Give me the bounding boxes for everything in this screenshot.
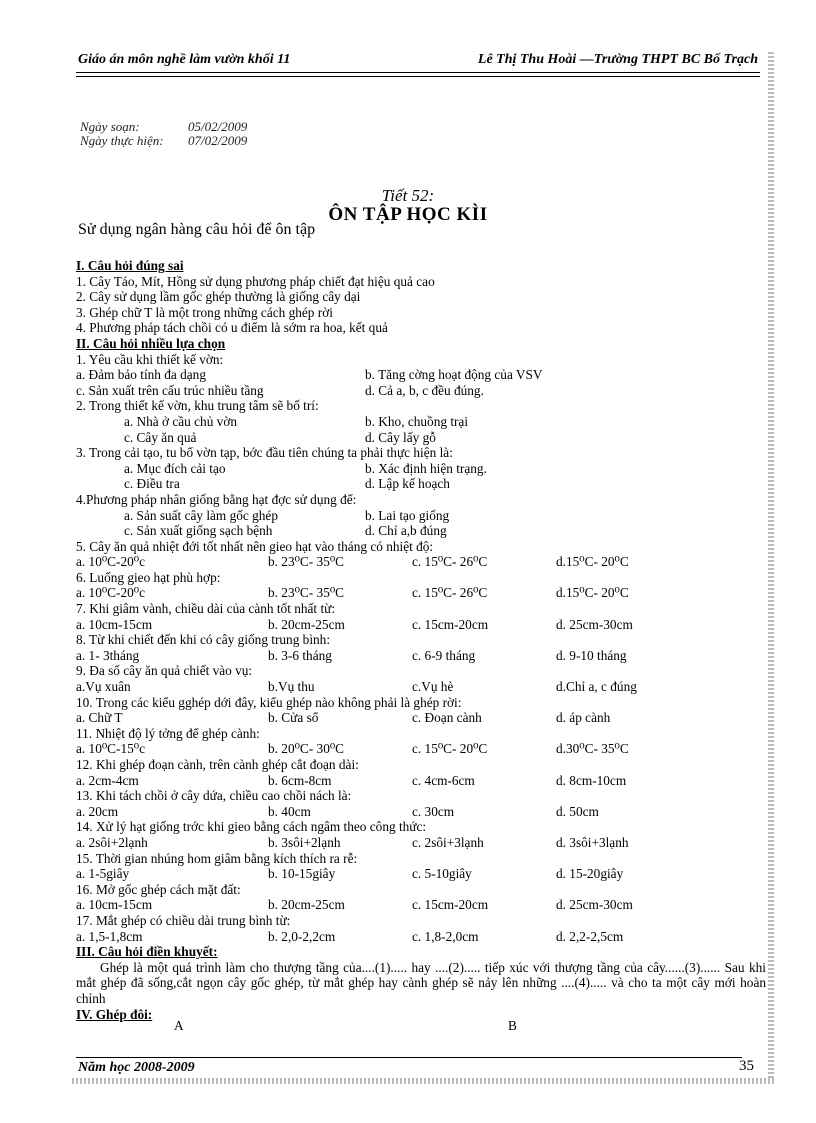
option-a: a. Nhà ở cầu chủ vờn xyxy=(124,413,238,429)
header-left: Giáo án môn nghề làm vườn khối 11 xyxy=(78,52,291,67)
option-a: a. 10cm-15cm xyxy=(76,616,153,632)
section3-title: III. Câu hỏi điền khuyết: xyxy=(76,944,218,960)
question-stem: 10. Trong các kiểu gghép dới đây, kiểu ghép nào không phải là ghép rời: xyxy=(76,694,462,710)
option-c: c. 30cm xyxy=(412,803,455,819)
option-d: d. Lập kế hoạch xyxy=(365,476,450,492)
answer-row xyxy=(76,648,766,664)
option-a: a. Mục đích cải tạo xyxy=(124,460,226,476)
option-d: d.30⁰C- 35⁰C xyxy=(556,741,629,757)
footer-rule xyxy=(76,1057,742,1058)
option-b: b. Tăng cờng hoạt động của VSV xyxy=(365,367,543,383)
answer-row xyxy=(76,508,766,524)
question-stem: 1. Yêu cầu khi thiết kế vờn: xyxy=(76,351,224,367)
option-d: d.15⁰C- 20⁰C xyxy=(556,554,629,570)
option-b: b. 10-15giây xyxy=(268,866,336,882)
lesson-period: Tiết 52: xyxy=(381,186,435,205)
option-b: b. Kho, chuồng trại xyxy=(365,413,469,429)
question-stem: 17. Mắt ghép có chiều dài trung bình từ: xyxy=(76,912,291,928)
section2-title: II. Câu hỏi nhiều lựa chọn xyxy=(76,335,226,351)
question-stem: 12. Khi ghép đoạn cành, trên cành ghép cắt đoạn dài: xyxy=(76,757,359,772)
option-c: c. 1,8-2,0cm xyxy=(412,928,479,944)
compose-date-value: 05/02/2009 xyxy=(188,119,248,134)
compose-date-label: Ngày soạn: xyxy=(80,119,140,134)
tf-item: 4. Phương pháp tách chồi có u điểm là sớm ra hoa, kết quả xyxy=(76,320,388,336)
option-a: a. 1-5giây xyxy=(76,866,130,882)
answer-row xyxy=(76,554,766,570)
footer-school-year: Năm học 2008-2009 xyxy=(78,1060,195,1075)
option-a: a. 20cm xyxy=(76,803,119,819)
option-c: c. 2sôi+3lạnh xyxy=(412,834,484,850)
option-b: b.Vụ thu xyxy=(268,679,315,695)
option-d: d.Chỉ a, c đúng xyxy=(556,679,637,695)
header-right: Lê Thị Thu Hoài —Trường THPT BC Bố Trạch xyxy=(477,52,758,67)
option-a: a.Vụ xuân xyxy=(76,679,131,695)
option-a: a. Chữ T xyxy=(76,710,123,726)
option-a: a. 1,5-1,8cm xyxy=(76,928,143,944)
column-a-header: A xyxy=(174,1018,184,1034)
option-c: c. 4cm-6cm xyxy=(412,772,475,788)
question-stem: 8. Từ khi chiết đến khi có cây giống trung bình: xyxy=(76,632,331,648)
option-a: a. 1- 3tháng xyxy=(76,647,140,663)
question-stem: 15. Thời gian nhúng hom giâm bằng kích thích ra rễ: xyxy=(76,850,358,866)
lesson-title: ÔN TẬP HỌC KÌI xyxy=(328,204,488,225)
option-c: c. 15⁰C- 26⁰C xyxy=(412,554,488,570)
option-a: a. 10⁰C-15⁰c xyxy=(76,741,146,757)
option-d: d. Cả a, b, c đều đúng. xyxy=(365,382,484,398)
section1-title: I. Câu hỏi đúng sai xyxy=(76,258,184,273)
option-d: d. 2,2-2,5cm xyxy=(556,928,624,944)
option-c: c. 15⁰C- 20⁰C xyxy=(412,741,488,757)
tf-item: 3. Ghép chữ T là một trong những cách ghép rời xyxy=(76,304,333,320)
answer-row xyxy=(76,804,766,820)
answer-row xyxy=(76,897,766,913)
column-b-header: B xyxy=(508,1018,517,1034)
document-body xyxy=(76,258,766,1038)
option-b: b. 2,0-2,2cm xyxy=(268,928,336,944)
question-stem: 14. Xử lý hạt giống trớc khi gieo bằng cách ngâm theo công thức: xyxy=(76,819,427,835)
answer-row xyxy=(76,866,766,882)
option-d: d. Cây lấy gỗ xyxy=(365,429,436,445)
question-stem: 6. Luống gieo hạt phù hợp: xyxy=(76,569,221,585)
answer-row xyxy=(76,461,766,477)
option-c: c. Điều tra xyxy=(124,476,180,492)
answer-row xyxy=(76,585,766,601)
question-stem: 11. Nhiệt độ lý tởng để ghép cành: xyxy=(76,725,260,741)
question-stem: 7. Khi giâm vành, chiều dài của cành tốt nhất từ: xyxy=(76,601,336,617)
answer-row xyxy=(76,476,766,492)
option-b: b. 20cm-25cm xyxy=(268,897,345,913)
page-number: 35 xyxy=(739,1058,754,1074)
lesson-subtitle: Sử dụng ngân hàng câu hỏi để ôn tập xyxy=(78,221,316,238)
option-d: d. 25cm-30cm xyxy=(556,897,633,913)
question-stem: 13. Khi tách chồi ở cây dứa, chiều cao chồi nách là: xyxy=(76,788,352,804)
option-b: b. 20cm-25cm xyxy=(268,616,345,632)
dates-block xyxy=(80,120,247,148)
option-b: b. 6cm-8cm xyxy=(268,772,332,788)
option-b: b. 23⁰C- 35⁰C xyxy=(268,554,345,570)
option-d: d. 25cm-30cm xyxy=(556,616,633,632)
answer-row xyxy=(76,617,766,633)
option-d: d. 3sôi+3lạnh xyxy=(556,834,629,850)
answer-row xyxy=(76,523,766,539)
question-stem: 2. Trong thiết kế vờn, khu trung tâm sẽ bố trí: xyxy=(76,398,319,414)
question-stem: 5. Cây ăn quả nhiệt đới tốt nhất nên gieo hạt vào tháng có nhiệt độ: xyxy=(76,538,434,554)
option-d: d. áp cành xyxy=(556,710,611,726)
option-d: d. 50cm xyxy=(556,803,599,819)
option-b: b. Xác định hiện trạng. xyxy=(365,460,487,476)
teach-date-label: Ngày thực hiện: xyxy=(80,133,164,148)
teach-date-value: 07/02/2009 xyxy=(188,133,248,148)
option-b: b. 23⁰C- 35⁰C xyxy=(268,585,345,601)
option-c: c. 5-10giây xyxy=(412,866,472,882)
option-c: c. Sản xuất trên cấu trúc nhiều tầng xyxy=(76,382,264,398)
option-b: b. 3-6 tháng xyxy=(268,647,332,663)
option-a: a. 2sôi+2lạnh xyxy=(76,834,148,850)
option-a: a. 10⁰C-20⁰c xyxy=(76,585,146,601)
header-rule xyxy=(76,72,760,77)
option-d: d.15⁰C- 20⁰C xyxy=(556,585,629,601)
tf-item: 2. Cây sử dụng lầm gốc ghép thường là giống cây dại xyxy=(76,289,361,305)
answer-row xyxy=(76,430,766,446)
answer-row xyxy=(76,773,766,789)
tf-item: 1. Cây Táo, Mít, Hồng sử dụng phương pháp chiết đạt hiệu quả cao xyxy=(76,273,435,289)
fill-in-paragraph: Ghép là một quá trình làm cho thượng tầng của....(1)..... hay ....(2)..... tiếp xúc với thượng tầng của cây......(3)...... Sau khi mắt ghép đã sống,cắt ngọn cây gốc ghép, từ mắt ghép hay cành ghép sẽ nảy lên những ....(4)..... và cho ta một cây mới hoàn chỉnh xyxy=(76,959,766,1006)
option-a: a. 10⁰C-20⁰c xyxy=(76,554,146,570)
answer-row xyxy=(76,383,766,399)
answer-row xyxy=(76,710,766,726)
option-c: c. 6-9 tháng xyxy=(412,647,476,663)
matching-columns xyxy=(76,1018,766,1038)
answer-row xyxy=(76,835,766,851)
answer-row xyxy=(76,367,766,383)
option-c: c. Đoạn cành xyxy=(412,710,482,726)
answer-row xyxy=(76,929,766,945)
option-d: d. 8cm-10cm xyxy=(556,772,627,788)
option-b: b. 3sôi+2lạnh xyxy=(268,834,341,850)
answer-row xyxy=(76,414,766,430)
question-stem: 3. Trong cải tạo, tu bổ vờn tạp, bớc đầu tiên chúng ta phải thực hiện là: xyxy=(76,445,453,461)
option-a: a. Đảm bảo tính đa dạng xyxy=(76,367,206,383)
question-stem: 16. Mở gốc ghép cách mặt đất: xyxy=(76,881,241,897)
option-d: d. 9-10 tháng xyxy=(556,647,627,663)
option-b: b. Lai tạo giống xyxy=(365,507,450,523)
option-a: a. Sản suất cây làm gốc ghép xyxy=(124,507,278,523)
option-c: c. 15⁰C- 26⁰C xyxy=(412,585,488,601)
option-a: a. 2cm-4cm xyxy=(76,772,139,788)
option-c: c. 15cm-20cm xyxy=(412,616,489,632)
option-c: c. Cây ăn quả xyxy=(124,429,197,445)
option-a: a. 10cm-15cm xyxy=(76,897,153,913)
option-c: c.Vụ hè xyxy=(412,679,454,695)
option-d: d. Chỉ a,b đúng xyxy=(365,523,447,539)
option-b: b. 20⁰C- 30⁰C xyxy=(268,741,345,757)
page-shadow-bottom xyxy=(72,1078,774,1084)
question-stem: 4.Phương pháp nhân giống bằng hạt đợc sử dụng để: xyxy=(76,491,357,507)
section4-title: IV. Ghép đôi: xyxy=(76,1006,153,1022)
answer-row xyxy=(76,679,766,695)
option-c: c. Sản xuất giống sạch bệnh xyxy=(124,523,273,539)
option-b: b. 40cm xyxy=(268,803,311,819)
option-d: d. 15-20giây xyxy=(556,866,624,882)
option-c: c. 15cm-20cm xyxy=(412,897,489,913)
answer-row xyxy=(76,741,766,757)
question-stem: 9. Đa số cây ăn quả chiết vào vụ: xyxy=(76,663,253,679)
option-b: b. Cửa sổ xyxy=(268,710,319,726)
